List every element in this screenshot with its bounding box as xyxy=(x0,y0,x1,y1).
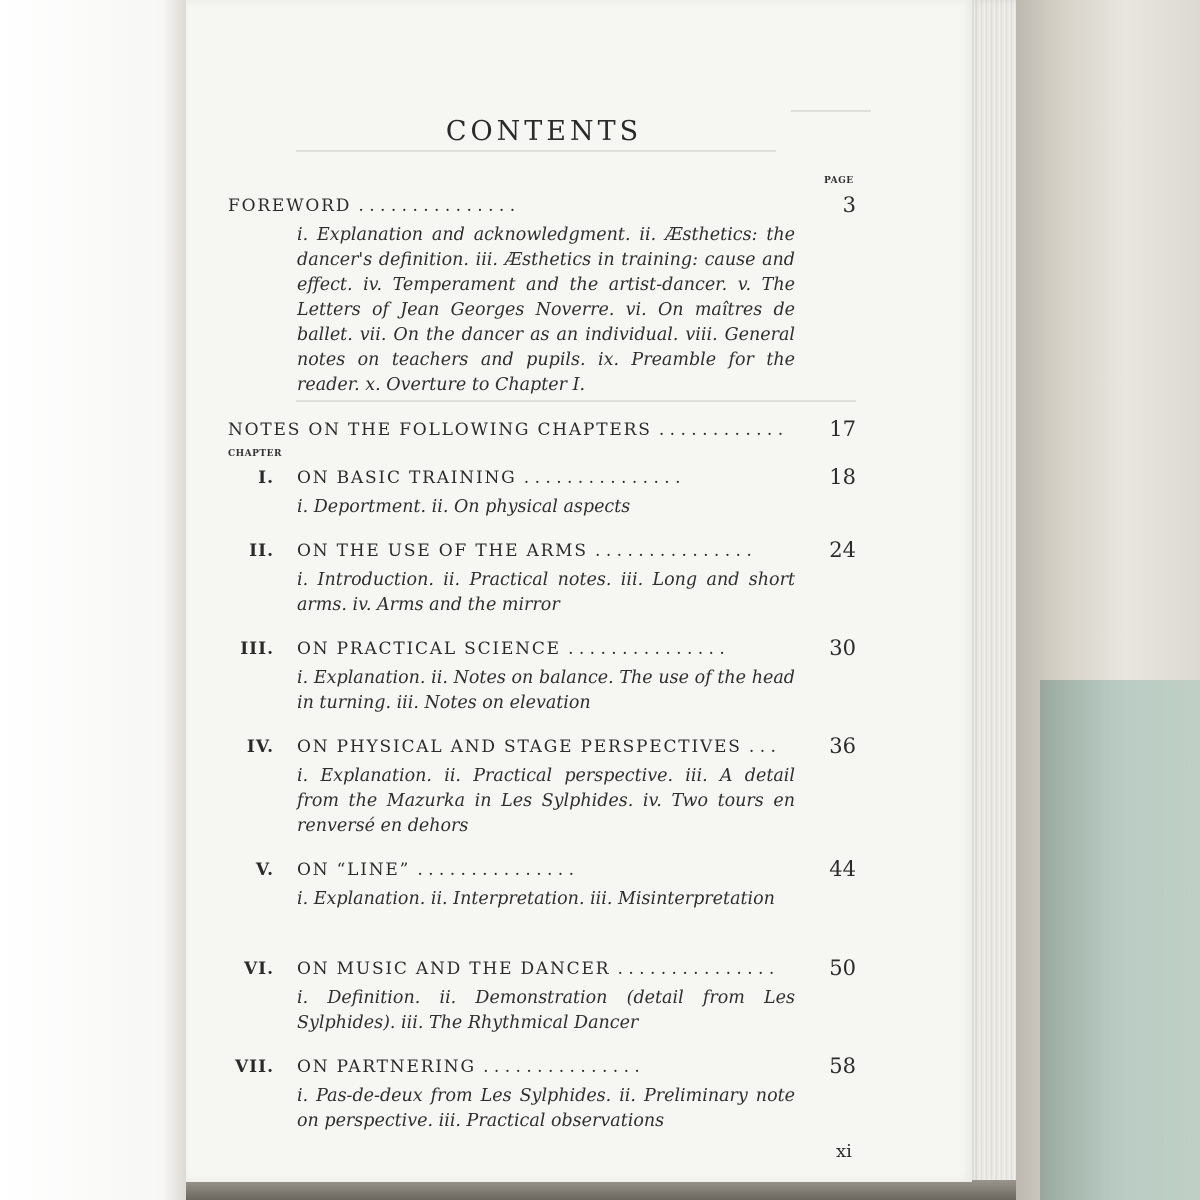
chapter-summary: i. Explanation. ii. Notes on balance. The use of the head in turning. iii. Notes on elevation xyxy=(297,668,795,713)
chapter-page: 44 xyxy=(829,857,856,881)
chapter-title: ON BASIC TRAINING xyxy=(297,468,517,488)
background-cover xyxy=(1040,680,1200,1200)
foreword-heading xyxy=(228,196,515,216)
chapter-title: ON “LINE” xyxy=(297,860,411,880)
chapter-number: II. xyxy=(249,541,274,561)
show-through xyxy=(296,150,776,162)
leader-dots: . . . . . . . . . . . . xyxy=(658,420,784,440)
foreword-title: FOREWORD xyxy=(228,196,352,216)
chapter-summary: i. Introduction. ii. Practical notes. iii. Long and short arms. iv. Arms and the mirror xyxy=(297,570,795,615)
chapter-heading xyxy=(297,860,574,880)
chapter-title: ON PHYSICAL AND STAGE PERSPECTIVES xyxy=(297,737,742,757)
chapter-summary: i. Definition. ii. Demonstration (detail from Les Sylphides). iii. The Rhythmical Dancer xyxy=(297,988,795,1033)
chapter-summary: i. Deportment. ii. On physical aspects xyxy=(297,497,631,517)
background-left xyxy=(0,0,190,1200)
book-page xyxy=(186,0,972,1182)
leader-dots: . . . . . . . . . . . . . . . xyxy=(595,541,752,561)
page-edges xyxy=(968,0,1016,1200)
notes-page: 17 xyxy=(829,417,856,441)
chapter-title: ON PARTNERING xyxy=(297,1057,476,1077)
chapter-summary: i. Explanation. ii. Interpretation. iii. Misinterpretation xyxy=(297,889,775,909)
chapter-column-label: CHAPTER xyxy=(228,449,282,459)
chapter-page: 36 xyxy=(829,734,856,758)
leader-dots: . . . . . . . . . . . . . . . xyxy=(417,860,575,880)
chapter-title: ON MUSIC AND THE DANCER xyxy=(297,959,611,979)
leader-dots: . . . . . . . . . . . . . . . xyxy=(483,1057,640,1077)
chapter-heading xyxy=(297,737,776,757)
chapter-title: ON PRACTICAL SCIENCE xyxy=(297,639,561,659)
chapter-heading xyxy=(297,468,680,488)
show-through xyxy=(296,400,856,412)
chapter-number: VI. xyxy=(243,959,274,979)
chapter-title: ON THE USE OF THE ARMS xyxy=(297,541,588,561)
page-folio: xi xyxy=(836,1141,852,1162)
chapter-number: IV. xyxy=(246,737,274,757)
leader-dots: . . . . . . . . . . . . . . . xyxy=(568,639,725,659)
chapter-heading xyxy=(297,959,774,979)
leader-dots: . . . . . . . . . . . . . . . xyxy=(523,468,681,488)
chapter-page: 30 xyxy=(829,636,856,660)
foreword-page: 3 xyxy=(842,193,856,217)
page-title: CONTENTS xyxy=(445,116,643,147)
chapter-page: 18 xyxy=(829,465,856,489)
chapter-page: 50 xyxy=(829,956,856,980)
chapter-summary: i. Pas-de-deux from Les Sylphides. ii. Preliminary note on perspective. iii. Practical observations xyxy=(297,1086,795,1131)
chapter-page: 58 xyxy=(829,1054,856,1078)
chapter-heading xyxy=(297,1057,640,1077)
chapter-page: 24 xyxy=(829,538,856,562)
chapter-number: V. xyxy=(255,860,274,880)
chapter-number: I. xyxy=(258,468,274,488)
leader-dots: . . . xyxy=(748,737,776,757)
notes-heading xyxy=(228,420,783,440)
leader-dots: . . . . . . . . . . . . . . . xyxy=(358,196,516,216)
notes-title: NOTES ON THE FOLLOWING CHAPTERS xyxy=(228,420,652,440)
chapter-heading xyxy=(297,541,752,561)
chapter-heading xyxy=(297,639,725,659)
table-surface xyxy=(186,1180,1016,1200)
chapter-summary: i. Explanation. ii. Practical perspective. iii. A detail from the Mazurka in Les Sylphides. iv. Two tours en renversé en dehors xyxy=(297,766,795,836)
leader-dots: . . . . . . . . . . . . . . . xyxy=(617,959,775,979)
foreword-summary: i. Explanation and acknowledgment. ii. Æsthetics: the dancer's definition. iii. Æsthetics in training: cause and effect. iv. Temperament and the artist-dancer. v. The Letters of Jean Georges Noverre. vi. On maîtres de ballet. vii. On the dancer as an individual. viii. General notes on teachers and pupils. ix. Preamble for the reader. x. Overture to Chapter I. xyxy=(297,225,795,395)
page-column-label: PAGE xyxy=(824,176,854,186)
chapter-number: VII. xyxy=(234,1057,274,1077)
chapter-number: III. xyxy=(240,639,274,659)
